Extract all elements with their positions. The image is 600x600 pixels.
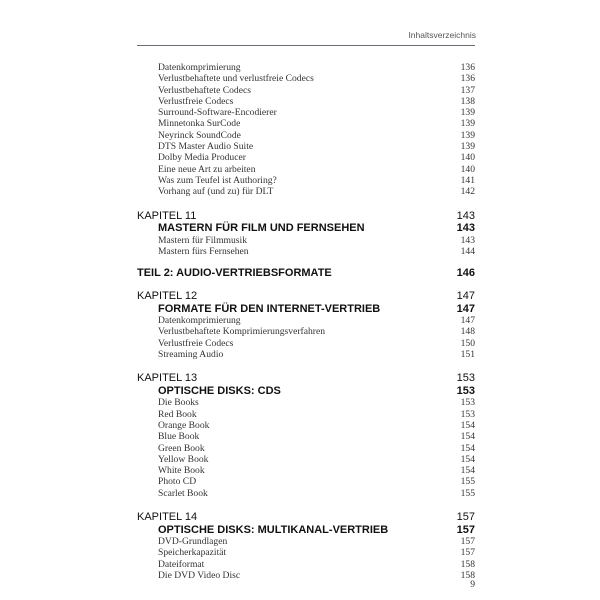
toc-entry [137, 235, 475, 246]
entry-title: Was zum Teufel ist Authoring? [158, 174, 277, 186]
entry-page: 140 [460, 152, 475, 164]
entry-page: 154 [460, 465, 475, 477]
entry-page: 154 [460, 431, 475, 443]
part-page: 146 [456, 267, 475, 280]
table-of-contents [137, 62, 475, 581]
entry-title: DVD-Grundlagen [158, 536, 228, 548]
chapter-label-page: 143 [456, 209, 475, 222]
entry-page: 137 [460, 84, 475, 96]
chapter-label [137, 290, 475, 303]
header-rule [137, 45, 475, 46]
entry-page: 148 [460, 326, 475, 338]
chapter-13 [137, 372, 475, 499]
chapter-label-text: KAPITEL 14 [137, 511, 198, 524]
chapter-label-page: 147 [456, 290, 475, 303]
entry-page: 154 [460, 442, 475, 454]
entry-title: Mastern fürs Fernsehen [158, 245, 249, 257]
toc-entry [137, 443, 475, 454]
toc-entry [137, 85, 475, 96]
toc-entry [137, 118, 475, 129]
chapter-title [137, 303, 475, 316]
chapter-title-text: FORMATE FÜR DEN INTERNET-VERTRIEB [158, 302, 381, 315]
entry-page: 157 [460, 547, 475, 559]
toc-entry [137, 152, 475, 163]
entry-page: 150 [460, 337, 475, 349]
toc-entry [137, 107, 475, 118]
chapter-label-page: 153 [456, 372, 475, 385]
entry-title: Verlustbehaftete Komprimierungsverfahren [158, 326, 326, 338]
toc-entry [137, 536, 475, 547]
toc-entry [137, 326, 475, 337]
entry-page: 136 [460, 73, 475, 85]
entry-page: 138 [460, 95, 475, 107]
entry-title: Die DVD Video Disc [158, 569, 241, 581]
entry-page: 144 [460, 245, 475, 257]
entry-page: 158 [460, 569, 475, 581]
running-head: Inhaltsverzeichnis [408, 30, 476, 40]
chapter-title-page: 157 [456, 523, 475, 536]
entry-title: Orange Book [158, 419, 210, 431]
part-heading [137, 267, 475, 280]
entry-page: 139 [460, 129, 475, 141]
entry-page: 141 [460, 174, 475, 186]
page-number: 9 [470, 579, 475, 590]
chapter-label-text: KAPITEL 12 [137, 290, 198, 303]
entry-page: 147 [460, 315, 475, 327]
toc-entry [137, 431, 475, 442]
entry-page: 136 [460, 62, 475, 73]
chapter-title [137, 524, 475, 537]
toc-entry [137, 465, 475, 476]
toc-entry [137, 559, 475, 570]
toc-entry [137, 315, 475, 326]
entry-page: 154 [460, 419, 475, 431]
chapter-label-text: KAPITEL 11 [137, 209, 197, 222]
entry-page: 139 [460, 118, 475, 130]
toc-entry [137, 96, 475, 107]
toc-entry [137, 141, 475, 152]
entry-page: 153 [460, 408, 475, 420]
entry-title: DTS Master Audio Suite [158, 141, 254, 153]
entry-page: 157 [460, 536, 475, 548]
chapter-label [137, 372, 475, 385]
entry-page: 139 [460, 141, 475, 153]
chapter-label-page: 157 [456, 511, 475, 524]
chapter-title [137, 385, 475, 398]
toc-entry [137, 409, 475, 420]
toc-entry [137, 476, 475, 487]
entry-title: Eine neue Art zu arbeiten [158, 163, 256, 175]
toc-entry [137, 570, 475, 581]
entry-title: Verlustfreie Codecs [158, 337, 234, 349]
chapter-title [137, 222, 475, 235]
entry-title: Datenkomprimierung [158, 315, 241, 327]
chapter-label [137, 210, 475, 223]
toc-entry [137, 175, 475, 186]
entry-title: Streaming Audio [158, 349, 224, 361]
toc-entry [137, 73, 475, 84]
toc-entry [137, 420, 475, 431]
toc-entry [137, 454, 475, 465]
entry-page: 143 [460, 234, 475, 246]
chapter-12 [137, 290, 475, 360]
entry-title: Blue Book [158, 431, 200, 443]
entry-title: Green Book [158, 442, 205, 454]
chapter-title-text: MASTERN FÜR FILM UND FERNSEHEN [158, 222, 365, 235]
entry-title: Datenkomprimierung [158, 62, 241, 73]
toc-entry [137, 488, 475, 499]
toc-entry [137, 338, 475, 349]
entry-page: 140 [460, 163, 475, 175]
toc-entry [137, 186, 475, 197]
entry-title: Vorhang auf (und zu) für DLT [158, 186, 274, 198]
entry-title: Die Books [158, 397, 199, 409]
chapter-title-page: 143 [456, 222, 475, 235]
part-title: TEIL 2: AUDIO-VERTRIEBSFORMATE [137, 267, 332, 280]
entry-title: Verlustbehaftete Codecs [158, 84, 251, 96]
entry-page: 142 [460, 186, 475, 198]
toc-entry [137, 397, 475, 408]
entry-title: Verlustfreie Codecs [158, 95, 234, 107]
entry-title: Neyrinck SoundCode [158, 129, 241, 141]
chapter-title-page: 153 [456, 384, 475, 397]
chapter-label-text: KAPITEL 13 [137, 372, 198, 385]
entry-page: 153 [460, 397, 475, 409]
entry-title: Photo CD [158, 476, 197, 488]
entry-title: Minnetonka SurCode [158, 118, 241, 130]
entry-page: 139 [460, 107, 475, 119]
entry-title: Dolby Media Producer [158, 152, 246, 164]
toc-entry [137, 164, 475, 175]
entry-title: Dateiformat [158, 558, 205, 570]
toc-entry [137, 349, 475, 360]
entry-page: 155 [460, 476, 475, 488]
toc-entry [137, 62, 475, 73]
entry-page: 154 [460, 453, 475, 465]
toc-entry [137, 547, 475, 558]
toc-entry [137, 130, 475, 141]
chapter-title-page: 147 [456, 302, 475, 315]
chapter-label [137, 511, 475, 524]
entry-title: Red Book [158, 408, 197, 420]
chapter-title-text: OPTISCHE DISKS: MULTIKANAL-VERTRIEB [158, 523, 389, 536]
entry-title: Yellow Book [158, 453, 209, 465]
chapter-title-text: OPTISCHE DISKS: CDS [158, 384, 281, 397]
entry-title: Verlustbehaftete und verlustfreie Codecs [158, 73, 314, 85]
entry-title: Mastern für Filmmusik [158, 234, 248, 246]
entry-page: 155 [460, 487, 475, 499]
chapter-14 [137, 511, 475, 581]
entry-title: Scarlet Book [158, 487, 208, 499]
chapter-11 [137, 210, 475, 258]
entry-title: White Book [158, 465, 205, 477]
entry-title: Speicherkapazität [158, 547, 227, 559]
continued-entries [137, 62, 475, 198]
entry-page: 151 [460, 349, 475, 361]
entry-title: Surround-Software-Encodierer [158, 107, 277, 119]
entry-page: 158 [460, 558, 475, 570]
toc-entry [137, 246, 475, 257]
